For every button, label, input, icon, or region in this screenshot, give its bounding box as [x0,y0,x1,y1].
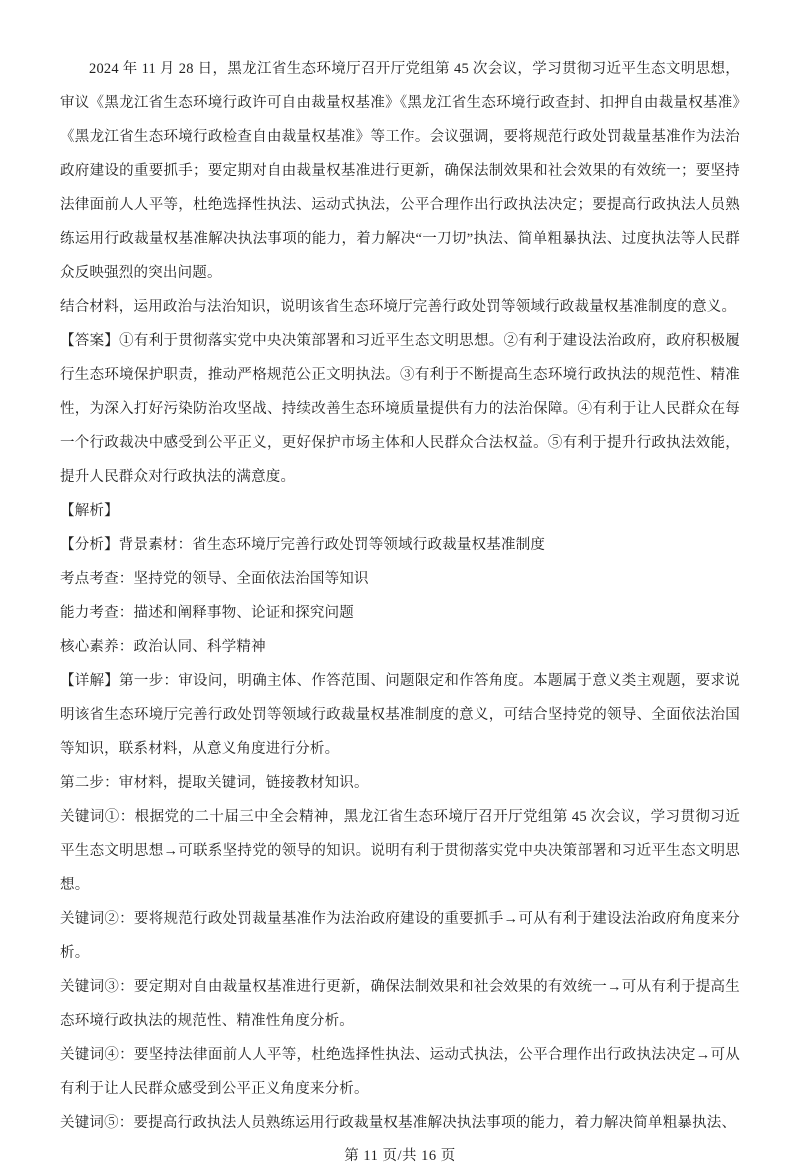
analysis-label: 【解析】 [60,503,119,519]
exam-points-line: 考点考查：坚持党的领导、全面依法治国等知识 [60,571,369,587]
core-literacy-line: 核心素养：政治认同、科学精神 [60,639,266,655]
keyword-4-paragraph: 关键词④：要坚持法律面前人人平等，杜绝选择性执法、运动式执法，公平合理作出行政执法决定→可从有利于让人民群众感受到公平正义角度来分析。 [60,1047,740,1097]
page-footer: 第 11 页/共 16 页 [344,1148,456,1164]
question-paragraph: 结合材料，运用政治与法治知识，说明该省生态环境厅完善行政处罚等领域行政裁量权基准制度的意义。 [60,299,737,315]
keyword-1-paragraph: 关键词①：根据党的二十届三中全会精神，黑龙江省生态环境厅召开厅党组第 45 次会议，学习贯彻习近平生态文明思想→可联系坚持党的领导的知识。说明有利于贯彻落实党中央决策部署和习近平生态文明思想。 [60,809,740,893]
step2-line: 第二步：审材料，提取关键词，链接教材知识。 [60,775,369,791]
analysis-background-line: 【分析】背景素材：省生态环境厅完善行政处罚等领域行政裁量权基准制度 [60,537,546,553]
keyword-5-paragraph: 关键词⑤：要提高行政执法人员熟练运用行政裁量权基准解决执法事项的能力，着力解决简单粗暴执法、 [60,1115,737,1131]
keyword-2-paragraph: 关键词②：要将规范行政处罚裁量基准作为法治政府建设的重要抓手→可从有利于建设法治政府角度来分析。 [60,911,740,961]
detail-step1-paragraph: 【详解】第一步：审设问，明确主体、作答范围、问题限定和作答角度。本题属于意义类主观题，要求说明该省生态环境厅完善行政处罚等领域行政裁量权基准制度的意义，可结合坚持党的领导、全面依法治国等知识，联系材料，从意义角度进行分析。 [60,673,740,757]
answer-paragraph: 【答案】①有利于贯彻落实党中央决策部署和习近平生态文明思想。②有利于建设法治政府，政府积极履行生态环境保护职责，推动严格规范公正文明执法。③有利于不断提高生态环境行政执法的规范性、精准性，为深入打好污染防治攻坚战、持续改善生态环境质量提供有力的法治保障。④有利于让人民群众在每一个行政裁决中感受到公平正义，更好保护市场主体和人民群众合法权益。⑤有利于提升行政执法效能，提升人民群众对行政执法的满意度。 [60,333,740,485]
keyword-3-paragraph: 关键词③：要定期对自由裁量权基准进行更新，确保法制效果和社会效果的有效统一→可从有利于提高生态环境行政执法的规范性、精准性角度分析。 [60,979,740,1029]
material-paragraph: 2024 年 11 月 28 日，黑龙江省生态环境厅召开厅党组第 45 次会议，学习贯彻习近平生态文明思想，审议《黑龙江省生态环境行政许可自由裁量权基准》《黑龙江省生态环境行政查封、扣押自由裁量权基准》《黑龙江省生态环境行政检查自由裁量权基准》等工作。会议强调，要将规范行政处罚裁量基准作为法治政府建设的重要抓手；要定期对自由裁量权基准进行更新，确保法制效果和社会效果的有效统一；要坚持法律面前人人平等，杜绝选择性执法、运动式执法，公平合理作出行政执法决定；要提高行政执法人员熟练运用行政裁量权基准解决执法事项的能力，着力解决“一刀切”执法、简单粗暴执法、过度执法等人民群众反映强烈的突出问题。 [60,61,740,281]
ability-line: 能力考查：描述和阐释事物、论证和探究问题 [60,605,354,621]
